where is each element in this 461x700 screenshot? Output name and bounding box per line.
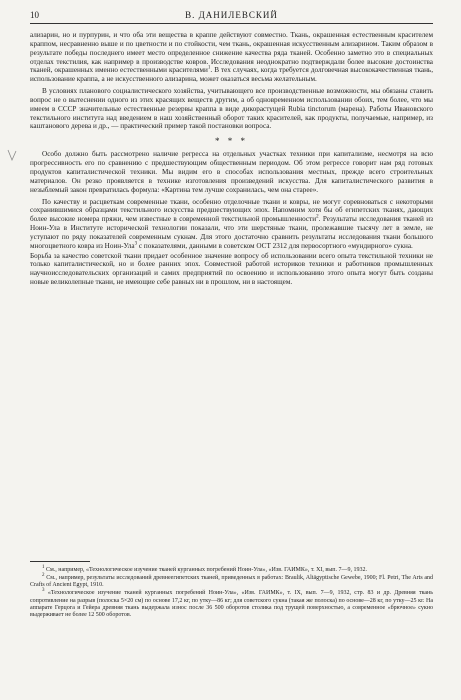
paragraph-1: ализарин, но и пурпурин, и что оба эти вещества в краппе действуют совместно. Ткань, окрашенная естественным красителем краппом, несравненно выше и по цветности и по стойкости, чем ткань, окрашенная искусственным ализарином. Таким образом в результате победы последнего имеет место определенное снижение качества ряда тканей. Особенно заметно это в специальных отделах текстилия, как например в производстве ковров. Исследования неоднократно подтверждали более высокие достоинства тканей, окрашенных именно естественными красителями$^1$. В тех случаях, когда требуется долговечная высококачественная ткань, использование краппа, а не искусственного ализарина, может оказаться весьма желательным. [30, 31, 433, 84]
footnote-3: $^3$ «Технологическое изучение тканей курганных погребений Ноин-Ула», «Изв. ГАИМК», т. IX, вып. 7—9, 1932, стр. 83 и др. Древняя ткань сопротивление на разрыв (полоска 5×20 см) по основе 17,2 кг, по утку—86 кг; для советского сукна (такая же полоска) по основе—28 кг, по утку—25 кг. На аппарате Герцога и Гейера древняя ткань выдержала износ после 36 500 оборотов столика под трущей поверхностью, а современное «брючное» сукно выдерживает не более 12 500 оборотов. [30, 588, 433, 619]
footnote-2: $^2$ См., например, результаты исследований древнеегипетских тканей, приведенных в работах: Braulik, Altägyptische Gewebe, 1900; Fl. Petri, The Arts and Crafts of Ancient Egypt, 1910. [30, 572, 434, 589]
running-author: В. ДАНИЛЕВСКИЙ [185, 10, 278, 20]
pencil-mark-icon [6, 148, 18, 162]
paragraph-3: Особо должно быть рассмотрено наличие регресса на отдельных участках техники при капитализме, несмотря на всю прогрессивность его по сравнению с предшествующим общественным периодом. Об этом регрессе говорит нам ряд готовых продуктов капиталистической техники. Мы видим его в способах использования местных, прежде всего строительных материалов. Он резко проявляется в технике изготовления произведений искусства. Для капиталистического развития в незыблемый закон превратилась формула: «Картина тем лучше сохранилась, чем она старее». [30, 150, 433, 194]
paragraph-4: По качеству и расцветкам современные ткани, особенно отделочные ткани и ковры, не могут соревноваться с некоторыми сохранившимися образцами текстильного искусства предшествующих эпох. Напомним хотя бы об египетских тканях, дающих более высокие номера пряжи, чем известные в современной текстильной промышленности$^2$. Результаты исследования тканей из Ноин-Ула в Институте исторической технологии показали, что эти шерстяные ткани, пролежавшие тысячу лет в земле, не уступают по ряду показателей современным сукнам. Для этого достаточно сравнить результаты исследования ткани большого многоцветного ковра из Ноин-Ула$^3$ с показателями, данными в советском ОСТ 2312 для первосортного «мундирного» сукна. [30, 197, 433, 250]
section-separator: * * * [215, 136, 248, 147]
footnote-ref-1[interactable]: 1 [207, 65, 211, 71]
footnote-ref-2[interactable]: 2 [316, 214, 319, 220]
page-number: 10 [30, 10, 39, 20]
footnote-rule [30, 561, 90, 562]
body-text [30, 31, 433, 287]
header-rule [30, 23, 433, 24]
running-header [30, 10, 433, 24]
paragraph-2: В условиях планового социалистического хозяйства, учитывающего все производственные возможности, мы обязаны ставить вопрос не о вытеснении одного из этих красящих веществ другим, а об одновременном использовании обоих, тем более, что мы имеем в СССР значительные естественные резервы краппа в виде дикорастущей Rubia tinctorum (марена). Работы Ивановского текстильного института над введением в наш хозяйственный оборот таких красителей, как продукты, получаемые, например, из каштанового дерева и др., — практический пример такой постановки вопроса. [30, 87, 433, 131]
paragraph-5: Борьба за качество советской ткани придает особенное значение вопросу об использовании всего опыта текстильной техники не только капиталистической, но и более ранних эпох. Совместной работой историков техники и работников промышленных научноисследовательских организаций и самих предприятий по освоению и использованию этого опыта могут быть созданы новые великолепные ткани, не имеющие себе равных ни в прошлом, ни в настоящем. [30, 251, 433, 287]
footnotes [30, 567, 433, 620]
footnote-1: $^1$ См., например, «Технологическое изучение тканей курганных погребений Ноин-Ула», «Изв. ГАИМК», т. XI, вып. 7—9, 1932. [42, 565, 367, 573]
footnote-ref-3[interactable]: 3 [134, 241, 138, 247]
